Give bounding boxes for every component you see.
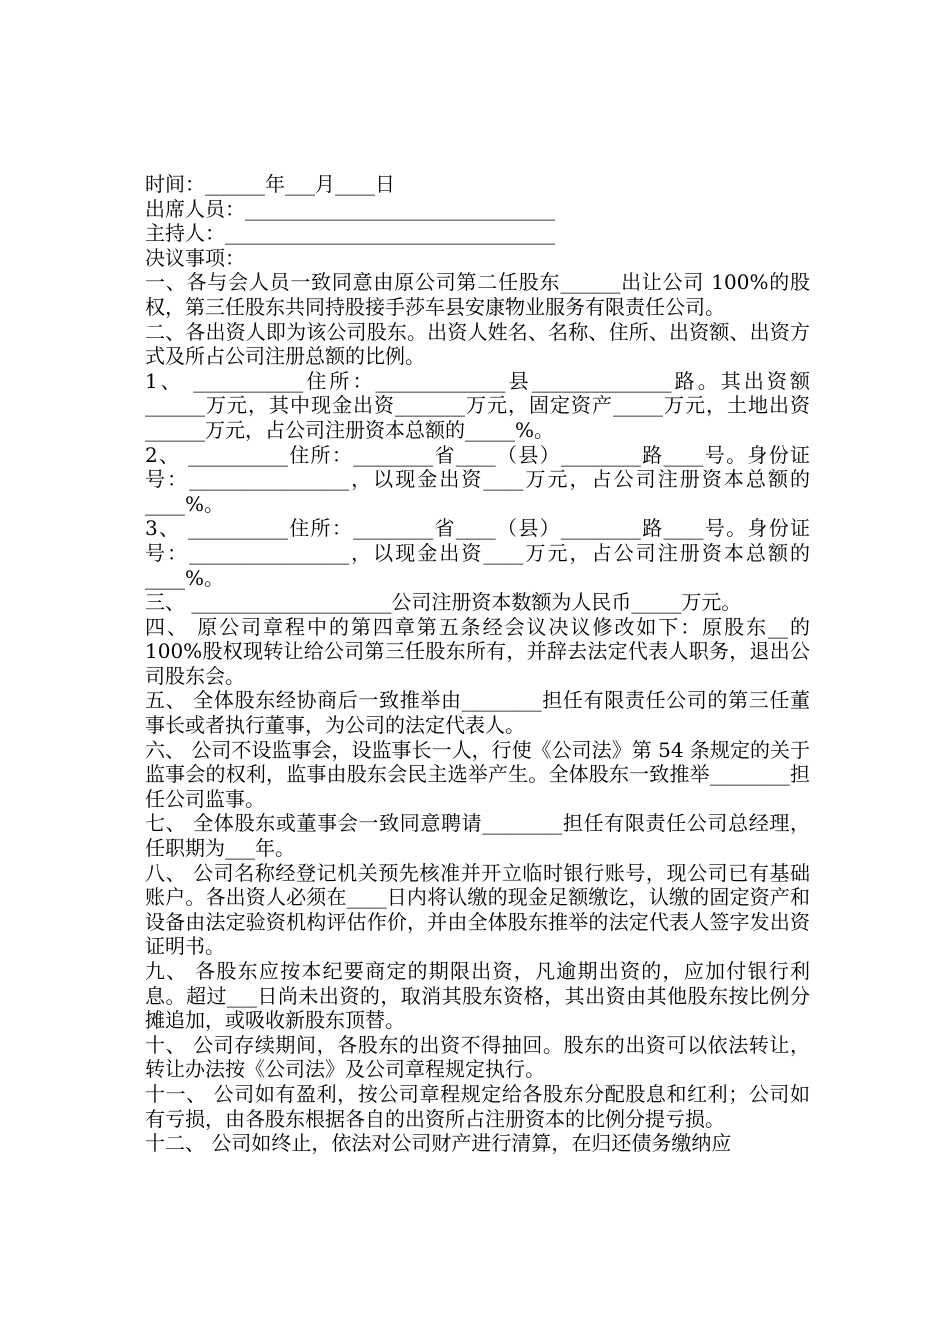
resolution-item-9: 九、 各股东应按本纪要商定的期限出资，凡逾期出资的，应加付银行利息。超过___日尚未出资的，取消其股东资格，其出资由其他股东按比例分摊追加，或吸收新股东顶替。 — [145, 959, 810, 1033]
attendees-line: 出席人员：_______________________________ — [145, 196, 555, 221]
meeting-time-line: 时间：______年___月____日 — [145, 172, 395, 196]
resolution-item-4: 四、 原公司章程中的第四章第五条经会议决议修改如下：原股东__的 100%股权现转让给公司第三任股东所有，并辞去法定代表人职务，退出公司股东会。 — [145, 614, 810, 688]
resolutions-title: 决议事项： — [145, 245, 245, 270]
resolution-document — [145, 172, 810, 1156]
resolution-item-7: 七、 全体股东或董事会一致同意聘请________担任有限责任公司总经理，任职期为___年。 — [145, 811, 810, 861]
resolution-item-6: 六、 公司不设监事会，设监事长一人，行使《公司法》第 54 条规定的关于监事会的权利，监事由股东会民主选举产生。全体股东一致推举________担任公司监事。 — [145, 737, 810, 811]
resolution-item-3: 三、 ____________________公司注册资本数额为人民币_____万元。 — [145, 590, 742, 615]
resolution-item-1: 一、各与会人员一致同意由原公司第二任股东______出让公司 100%的股权，第三任股东共同持股接手莎车县安康物业服务有限责任公司。 — [145, 270, 810, 319]
resolution-item-2: 二、各出资人即为该公司股东。出资人姓名、名称、住所、出资额、出资方式及所占公司注册总额的比例。 — [145, 319, 810, 369]
investor-3: 3、 __________住所：________省____（县）________路____号。身份证号：________________，以现金出资____万元，占公司注册资本总额的____%。 — [145, 516, 810, 590]
resolution-item-12: 十二、 公司如终止，依法对公司财产进行清算，在归还债务缴纳应 — [145, 1131, 732, 1156]
resolution-item-8: 八、 公司名称经登记机关预先核准并开立临时银行账号，现公司已有基础账户。各出资人必须在____日内将认缴的现金足额缴讫，认缴的固定资产和设备由法定验资机构评估作价，并由全体股东推举的法定代表人签字发出资证明书。 — [145, 860, 810, 959]
resolution-item-5: 五、 全体股东经协商后一致推举由________担任有限责任公司的第三任董事长或者执行董事，为公司的法定代表人。 — [145, 688, 810, 738]
investor-2: 2、 __________住所：________省____（县）________路____号。身份证号：________________，以现金出资____万元，占公司注册资本总额的____%。 — [145, 442, 810, 516]
host-line: 主持人：_________________________________ — [145, 221, 555, 246]
investor-1: 1、 ___________住所：_____________县______________路。其出资额______万元，其中现金出资_______万元，固定资产_____万元，土地出资______万元，占公司注册资本总额的_____%。 — [145, 368, 810, 442]
resolution-item-10: 十、 公司存续期间，各股东的出资不得抽回。股东的出资可以依法转让，转让办法按《公司法》及公司章程规定执行。 — [145, 1032, 810, 1082]
resolution-item-11: 十一、 公司如有盈利，按公司章程规定给各股东分配股息和红利；公司如有亏损，由各股东根据各自的出资所占注册资本的比例分提亏损。 — [145, 1081, 810, 1131]
